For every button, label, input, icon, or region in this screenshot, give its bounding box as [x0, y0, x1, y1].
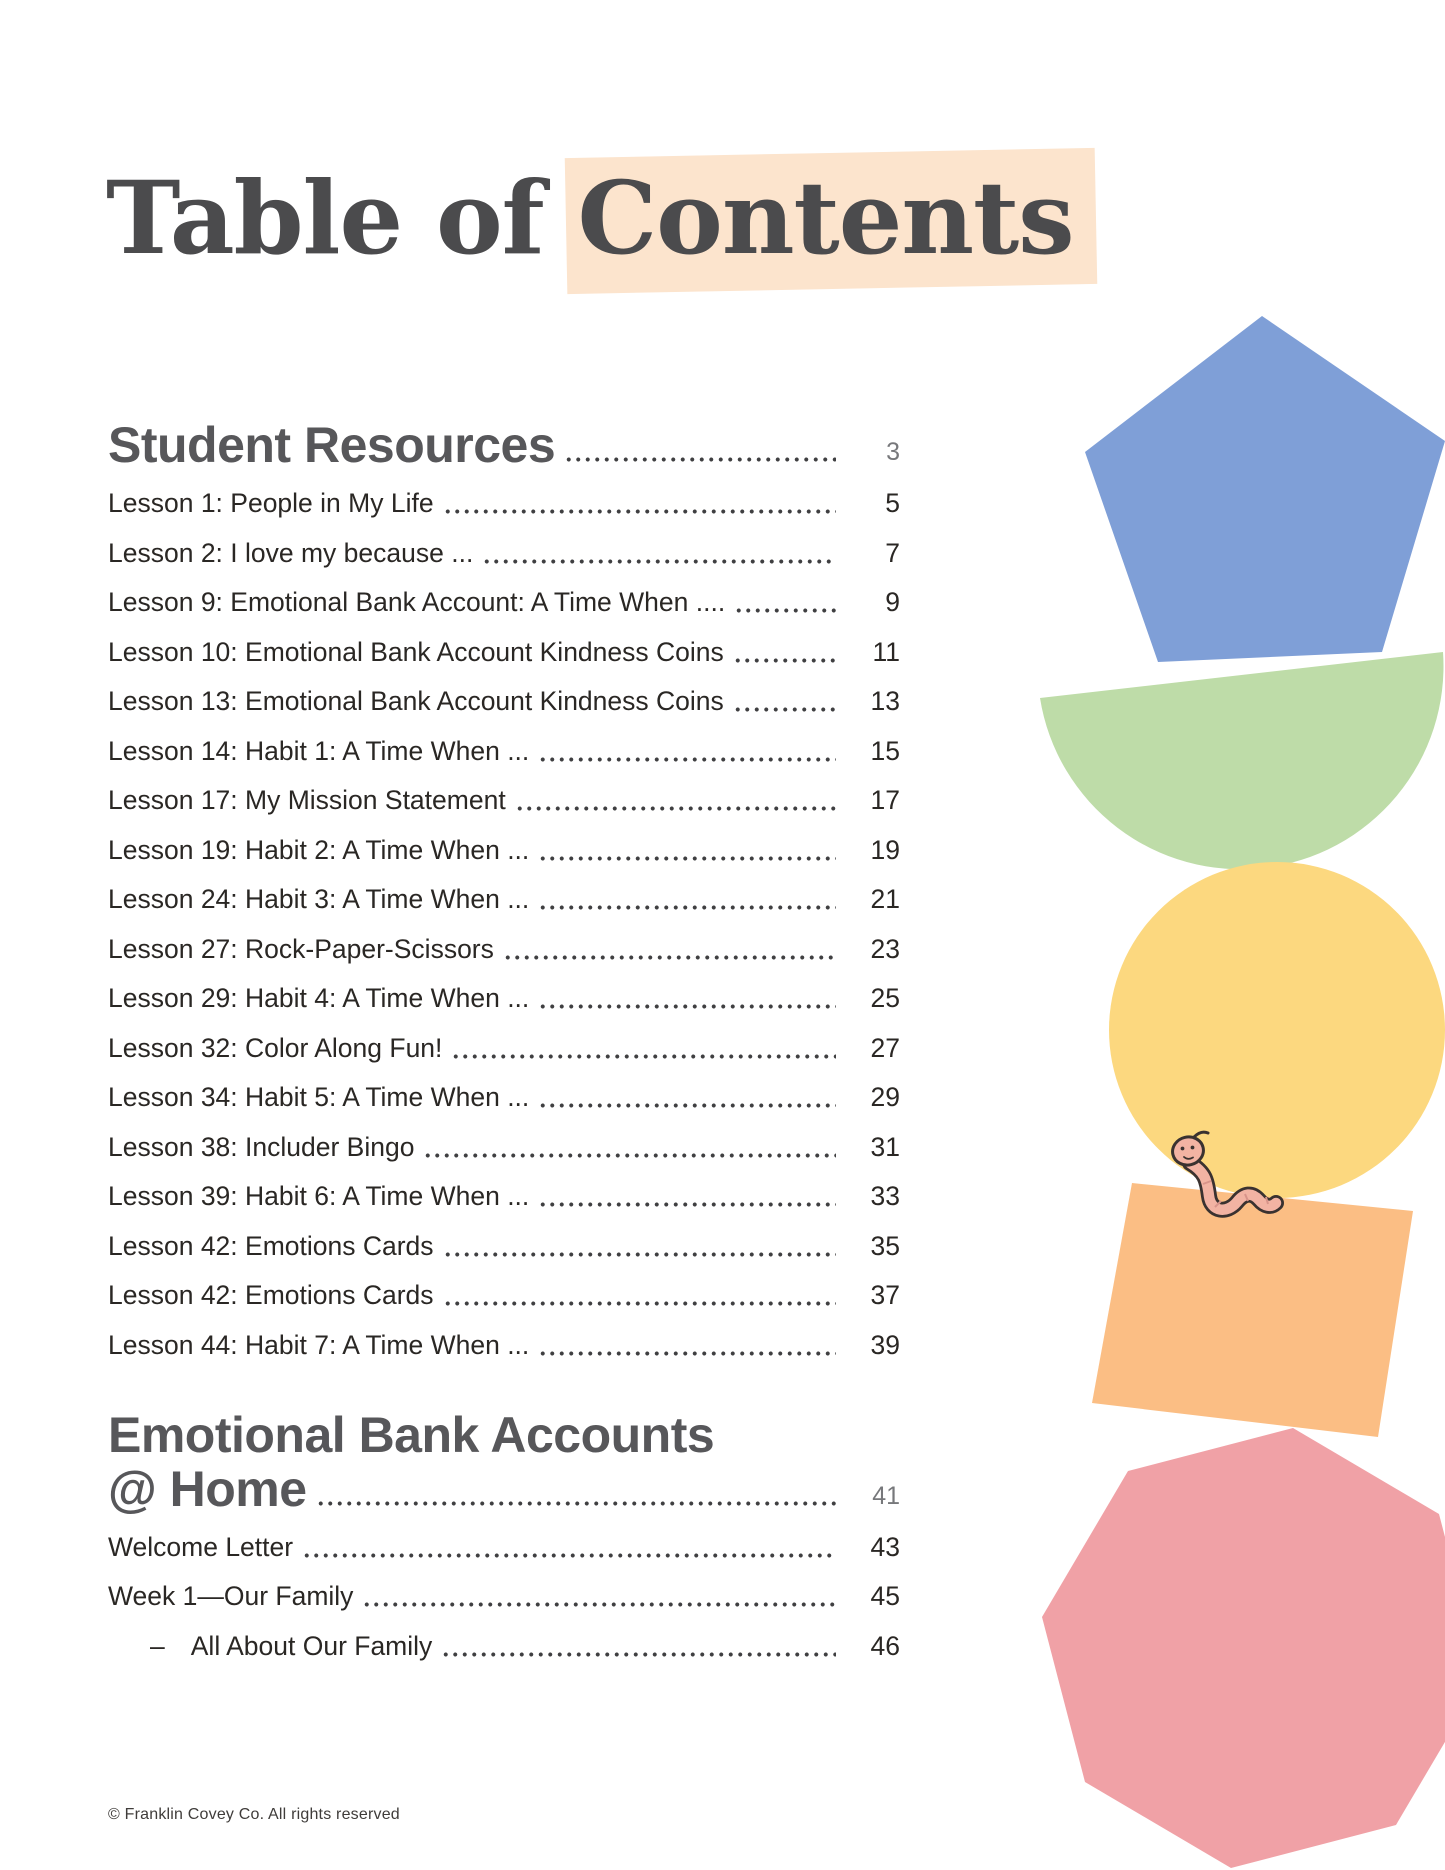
dot-leader	[423, 1153, 836, 1158]
page-number: 43	[870, 1531, 900, 1562]
toc-entry	[108, 932, 900, 966]
dot-leader	[443, 509, 836, 514]
entry-label: Lesson 2: I love my because ...	[108, 537, 474, 568]
entry-label: Lesson 39: Habit 6: A Time When ...	[108, 1181, 530, 1211]
page-number: 45	[870, 1581, 900, 1611]
page-title-regular: Table of	[106, 159, 544, 277]
toc-entry	[108, 635, 900, 669]
dot-leader	[362, 1602, 836, 1607]
yellow-circle-shape	[1109, 862, 1445, 1198]
orange-square-shape	[1092, 1183, 1413, 1437]
dot-leader	[538, 1351, 836, 1356]
toc-entry	[108, 734, 900, 768]
pentagon-shape	[1085, 316, 1445, 662]
dot-leader	[733, 707, 836, 712]
toc-entry	[108, 1278, 900, 1312]
entry-label: Lesson 29: Habit 4: A Time When ...	[108, 983, 530, 1013]
page-title	[106, 159, 1074, 277]
toc-entry	[108, 1530, 900, 1564]
entry-label: Lesson 42: Emotions Cards	[108, 1230, 434, 1261]
dot-leader	[482, 559, 836, 564]
section-heading-row	[108, 1462, 900, 1516]
entry-label: All About Our Family	[190, 1630, 433, 1661]
entry-bullet: –	[150, 1630, 165, 1661]
section-heading: Emotional Bank Accounts	[108, 1406, 715, 1463]
dot-leader	[538, 757, 836, 762]
entry-label: Lesson 10: Emotional Bank Account Kindness Coins	[108, 636, 724, 667]
section-heading: Student Resources	[108, 417, 556, 473]
entry-label: Lesson 17: My Mission Statement	[108, 785, 506, 815]
dot-leader	[316, 1501, 836, 1506]
entry-label: Lesson 9: Emotional Bank Account: A Time When ....	[108, 587, 726, 617]
toc-section	[108, 1408, 900, 1663]
dot-leader	[441, 1652, 836, 1657]
entry-label: Lesson 32: Color Along Fun!	[108, 1032, 443, 1063]
dot-leader	[538, 1103, 836, 1108]
table-of-contents	[108, 418, 900, 1678]
page-number: 35	[870, 1230, 900, 1261]
entry-label: Lesson 24: Habit 3: A Time When ...	[108, 884, 530, 914]
toc-entry	[108, 1080, 900, 1114]
page-number: 15	[870, 735, 900, 766]
toc-entry	[108, 585, 900, 619]
semicircle-shape	[1040, 652, 1444, 869]
entry-label: Lesson 44: Habit 7: A Time When ...	[108, 1329, 530, 1360]
toc-entry	[108, 1629, 900, 1663]
page-number: 25	[870, 983, 900, 1013]
toc-entry	[108, 1579, 900, 1613]
dot-leader	[538, 1004, 836, 1009]
page-number: 5	[885, 488, 900, 518]
page-number: 11	[872, 636, 900, 667]
dot-leader	[302, 1553, 836, 1558]
entry-label: Lesson 38: Includer Bingo	[108, 1131, 415, 1162]
dot-leader	[451, 1054, 836, 1059]
section-heading-row	[108, 418, 900, 472]
dot-leader	[443, 1301, 836, 1306]
dot-leader	[503, 955, 836, 960]
dot-leader	[734, 608, 836, 613]
toc-entry	[108, 684, 900, 718]
dot-leader	[538, 1202, 836, 1207]
page-title-highlight-text: Contents	[577, 159, 1074, 277]
dot-leader	[538, 856, 836, 861]
page-number: 39	[870, 1329, 900, 1360]
worm-eye-right	[1191, 1146, 1195, 1150]
entry-label: Lesson 42: Emotions Cards	[108, 1280, 434, 1310]
toc-entry	[108, 536, 900, 570]
copyright-footer: © Franklin Covey Co. All rights reserved	[108, 1806, 400, 1823]
toc-entry	[108, 1179, 900, 1213]
dot-leader	[515, 806, 836, 811]
toc-entry	[108, 833, 900, 867]
page-title-highlight	[578, 159, 1074, 277]
entry-label: Week 1—Our Family	[108, 1581, 354, 1611]
pink-octagon-shape	[1042, 1428, 1445, 1868]
toc-section	[108, 418, 900, 1362]
section-heading-row	[108, 1408, 900, 1462]
worm-eye-left	[1181, 1147, 1185, 1151]
dot-leader	[733, 658, 836, 663]
toc-entry	[108, 1229, 900, 1263]
toc-entry	[108, 981, 900, 1015]
dot-leader	[443, 1252, 836, 1257]
toc-entry	[108, 783, 900, 817]
toc-entry	[108, 1031, 900, 1065]
toc-entry	[108, 486, 900, 520]
entry-label: Welcome Letter	[108, 1531, 294, 1562]
entry-label: Lesson 27: Rock-Paper-Scissors	[108, 933, 494, 964]
section-page-number: 41	[872, 1481, 900, 1510]
section-heading: @ Home	[108, 1460, 307, 1517]
page-number: 37	[870, 1280, 900, 1310]
dot-leader	[538, 905, 836, 910]
page-number: 13	[870, 686, 900, 716]
page-number: 33	[870, 1181, 900, 1211]
page-number: 17	[870, 785, 900, 815]
page-number: 27	[870, 1032, 900, 1063]
page-number: 23	[870, 933, 900, 964]
page-number: 29	[870, 1082, 900, 1112]
page-number: 7	[885, 537, 900, 568]
entry-label: Lesson 1: People in My Life	[108, 488, 434, 518]
page-number: 19	[870, 834, 900, 865]
entry-label: Lesson 13: Emotional Bank Account Kindness Coins	[108, 686, 724, 716]
toc-entry	[108, 1328, 900, 1362]
page-number: 9	[885, 587, 900, 617]
entry-label: Lesson 19: Habit 2: A Time When ...	[108, 834, 530, 865]
entry-label: Lesson 34: Habit 5: A Time When ...	[108, 1082, 530, 1112]
dot-leader	[564, 457, 836, 462]
toc-entry	[108, 1130, 900, 1164]
page-number: 46	[870, 1630, 900, 1661]
section-page-number: 3	[886, 438, 900, 466]
page-number: 31	[870, 1131, 900, 1162]
toc-entry	[108, 882, 900, 916]
page-number: 21	[870, 884, 900, 914]
entry-label: Lesson 14: Habit 1: A Time When ...	[108, 735, 530, 766]
